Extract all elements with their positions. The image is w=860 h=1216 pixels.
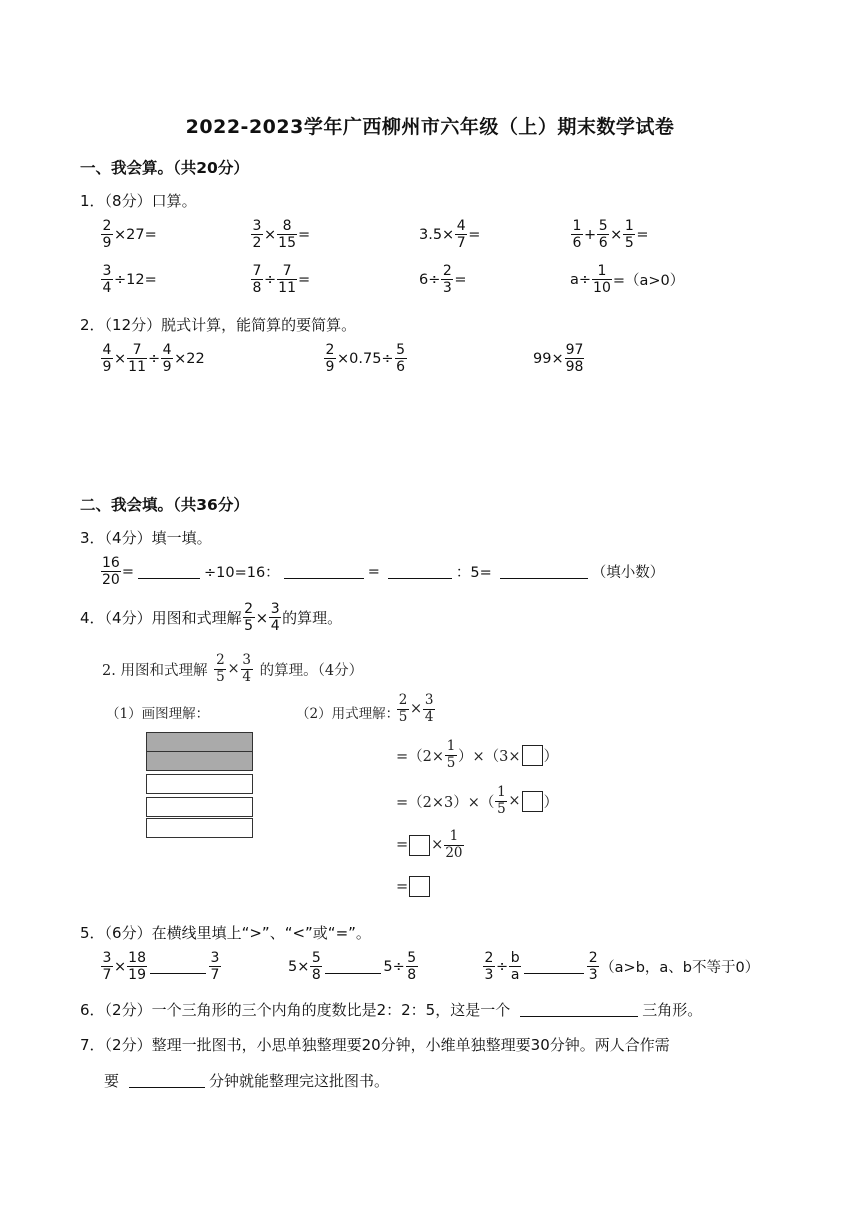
q1-item-f: $\frac{7}{8}$ ÷ $\frac{7}{11}$ = [252, 263, 311, 296]
fraction: $\frac{2}{5}$ [398, 692, 408, 725]
q1-item-a: $\frac{2}{9}$ ×27= [102, 218, 157, 251]
figure-heading: 2. 用图和式理解 $\frac{2}{5}$ × $\frac{3}{4}$ 的算理。（4分） [102, 652, 364, 685]
q1-item-h: a÷ $\frac{1}{10}$ =（a>0） [570, 263, 685, 296]
section-2-heading: 二、我会填。（共36分） [80, 496, 249, 514]
figure-part1-label: （1）画图理解： [106, 706, 210, 722]
fraction: $\frac{8}{15}$ [278, 218, 296, 251]
figure-expr-0: $\frac{2}{5}$ × $\frac{3}{4}$ [398, 692, 434, 725]
answer-box[interactable] [409, 876, 430, 897]
fraction: $\frac{18}{19}$ [128, 950, 146, 983]
q2-item-a: $\frac{4}{9}$ × $\frac{7}{11}$ ÷ $\frac{4}{9}$ ×22 [102, 342, 205, 375]
figure-expr-3: = × $\frac{1}{20}$ [396, 828, 463, 861]
fraction: $\frac{4}{9}$ [102, 342, 112, 375]
fraction: $\frac{7}{11}$ [128, 342, 146, 375]
answer-blank[interactable] [284, 564, 364, 579]
question-7-line2: 要 分钟就能整理完这批图书。 [104, 1072, 390, 1090]
q1-item-b: $\frac{3}{2}$ × $\frac{8}{15}$ = [252, 218, 311, 251]
figure-part2-label: （2）用式理解： [296, 706, 400, 722]
fraction: $\frac{4}{7}$ [456, 218, 466, 251]
fraction: $\frac{5}{8}$ [311, 950, 321, 983]
fraction: $\frac{2}{3}$ [484, 950, 494, 983]
area-strip-shaded [146, 751, 253, 771]
fraction: 3 7 [210, 950, 220, 983]
q1-item-c: 3.5× $\frac{4}{7}$ = [419, 218, 481, 251]
figure-expr-1: =（2× $\frac{1}{5}$ ）×（3× ） [396, 738, 559, 771]
fraction: $\frac{2}{5}$ [244, 601, 254, 634]
fraction: $\frac{2}{9}$ [102, 218, 112, 251]
answer-blank[interactable] [500, 564, 588, 579]
question-7-line1: 7．（2分）整理一批图书，小思单独整理要20分钟，小维单独整理要30分钟。两人合作需 [80, 1036, 670, 1054]
figure-expr-2: =（2×3）×（ $\frac{1}{5}$ × ） [396, 784, 559, 817]
fraction: $\frac{1}{20}$ [445, 828, 463, 861]
answer-blank[interactable] [129, 1073, 205, 1088]
figure-expr-4: = [396, 876, 431, 897]
area-strip [146, 818, 253, 838]
fraction: $\frac{7}{8}$ [252, 263, 262, 296]
answer-box[interactable] [522, 745, 543, 766]
fraction: $\frac{4}{9}$ [162, 342, 172, 375]
question-3-label: 3．（4分）填一填。 [80, 529, 212, 547]
fraction: $\frac{3}{4}$ [102, 263, 112, 296]
q5-item-c: $\frac{2}{3}$ ÷ $\frac{b}{a}$ 2 3 （a>b，a、b不等于0） [484, 950, 760, 983]
q5-item-b: 5× $\frac{5}{8}$ 5÷ $\frac{5}{8}$ [288, 950, 417, 983]
page-title: 2022-2023学年广西柳州市六年级（上）期末数学试卷 [185, 116, 675, 138]
q1-item-d: 1 6 + $\frac{5}{6}$ × $\frac{1}{5}$ = [572, 218, 649, 251]
section-1-heading: 一、我会算。（共20分） [80, 159, 249, 177]
q2-item-b: $\frac{2}{9}$ ×0.75÷ $\frac{5}{6}$ [325, 342, 406, 375]
answer-box[interactable] [409, 835, 430, 856]
fraction: $\frac{3}{7}$ [102, 950, 112, 983]
q2-item-c: 99× $\frac{97}{98}$ [533, 342, 584, 375]
answer-box[interactable] [522, 791, 543, 812]
fraction: $\frac{2}{3}$ [442, 263, 452, 296]
fraction: $\frac{2}{9}$ [325, 342, 335, 375]
fraction: $\frac{16}{20}$ [102, 555, 120, 588]
fraction: $\frac{3}{4}$ [242, 652, 251, 685]
q3-fill-line: $\frac{16}{20}$ = ÷10=16： = ：5= （填小数） [102, 555, 665, 588]
question-5-label: 5．（6分）在横线里填上“>”、“<”或“=”。 [80, 924, 371, 942]
question-4-label: 4．（4分）用图和式理解 $\frac{2}{5}$ × $\frac{3}{4}$ 的算理。 [80, 601, 343, 634]
question-1-label: 1．（8分）口算。 [80, 192, 197, 210]
answer-blank[interactable] [150, 959, 206, 974]
fraction: $\frac{1}{10}$ [593, 263, 611, 296]
fraction: $\frac{b}{a}$ [510, 950, 520, 983]
fraction: $\frac{3}{4}$ [270, 601, 280, 634]
area-strip-shaded [146, 732, 253, 752]
fraction: $\frac{5}{8}$ [407, 950, 417, 983]
fraction: 1 6 [572, 218, 582, 251]
answer-blank[interactable] [325, 959, 381, 974]
area-strip [146, 797, 253, 817]
fraction: $\frac{1}{5}$ [497, 784, 506, 817]
answer-blank[interactable] [388, 564, 452, 579]
q1-item-g: 6÷ $\frac{2}{3}$ = [419, 263, 467, 296]
q4-figure [100, 650, 562, 902]
fraction: $\frac{3}{4}$ [424, 692, 434, 725]
fraction: $\frac{97}{98}$ [565, 342, 584, 375]
question-2-label: 2．（12分）脱式计算，能简算的要简算。 [80, 316, 357, 334]
answer-blank[interactable] [138, 564, 200, 579]
fraction: $\frac{5}{6}$ [396, 342, 406, 375]
answer-blank[interactable] [520, 1002, 638, 1017]
fraction: $\frac{7}{11}$ [278, 263, 296, 296]
fraction: $\frac{1}{5}$ [624, 218, 634, 251]
fraction: $\frac{2}{5}$ [216, 652, 225, 685]
area-strip [146, 774, 253, 794]
fraction: $\frac{3}{2}$ [252, 218, 262, 251]
fraction: $\frac{5}{6}$ [598, 218, 608, 251]
fraction: $\frac{1}{5}$ [446, 738, 456, 771]
q5-item-a: $\frac{3}{7}$ × $\frac{18}{19}$ 3 7 [102, 950, 220, 983]
q1-item-e: $\frac{3}{4}$ ÷12= [102, 263, 157, 296]
fraction: 2 3 [588, 950, 598, 983]
question-6: 6．（2分）一个三角形的三个内角的度数比是2：2：5，这是一个 三角形。 [80, 1001, 703, 1019]
answer-blank[interactable] [524, 959, 584, 974]
